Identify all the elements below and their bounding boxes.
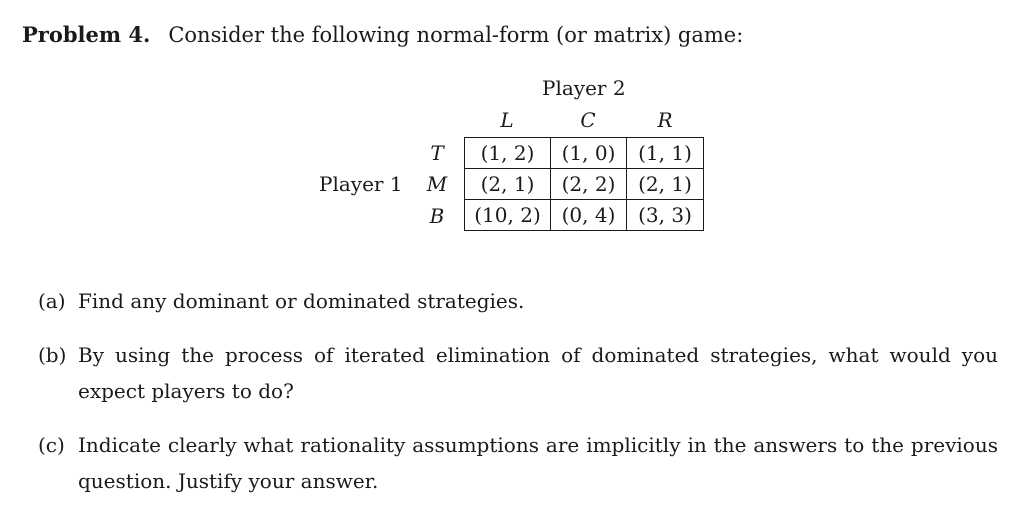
- question-label: (a): [38, 289, 66, 313]
- payoff-cell: (1, 1): [627, 138, 704, 169]
- question-label: (c): [38, 433, 65, 457]
- player2-label: Player 2: [542, 76, 626, 100]
- matrix-row: [465, 169, 704, 200]
- payoff-cell: (10, 2): [465, 200, 551, 231]
- matrix-row: [465, 138, 704, 169]
- payoff-cell: (0, 4): [551, 200, 627, 231]
- problem-heading: [22, 22, 743, 47]
- payoff-cell: (2, 1): [627, 169, 704, 200]
- question-c: [38, 427, 998, 499]
- row-label-t: T: [430, 141, 444, 165]
- row-label-m: M: [426, 172, 448, 196]
- question-text: Indicate clearly what rationality assumptions are implicitly in the answers to the previous question. Justify your answer.: [78, 433, 998, 493]
- question-text: Find any dominant or dominated strategies.: [78, 289, 525, 313]
- row-label-b: B: [429, 204, 445, 228]
- payoff-cell: (1, 2): [465, 138, 551, 169]
- column-label-r: R: [657, 108, 673, 132]
- column-label-l: L: [500, 108, 514, 132]
- payoff-cell: (2, 2): [551, 169, 627, 200]
- column-label-c: C: [580, 108, 596, 132]
- payoff-cell: (1, 0): [551, 138, 627, 169]
- question-b: [38, 337, 998, 409]
- player1-label: Player 1: [319, 172, 403, 196]
- question-a: [38, 283, 998, 319]
- payoff-cell: (3, 3): [627, 200, 704, 231]
- problem-label: Problem 4.: [22, 22, 151, 47]
- payoff-matrix: [464, 137, 704, 231]
- problem-intro: Consider the following normal-form (or matrix) game:: [168, 23, 744, 47]
- question-label: (b): [38, 343, 67, 367]
- payoff-cell: (2, 1): [465, 169, 551, 200]
- matrix-row: [465, 200, 704, 231]
- question-text: By using the process of iterated elimination of dominated strategies, what would you expect players to do?: [78, 343, 998, 403]
